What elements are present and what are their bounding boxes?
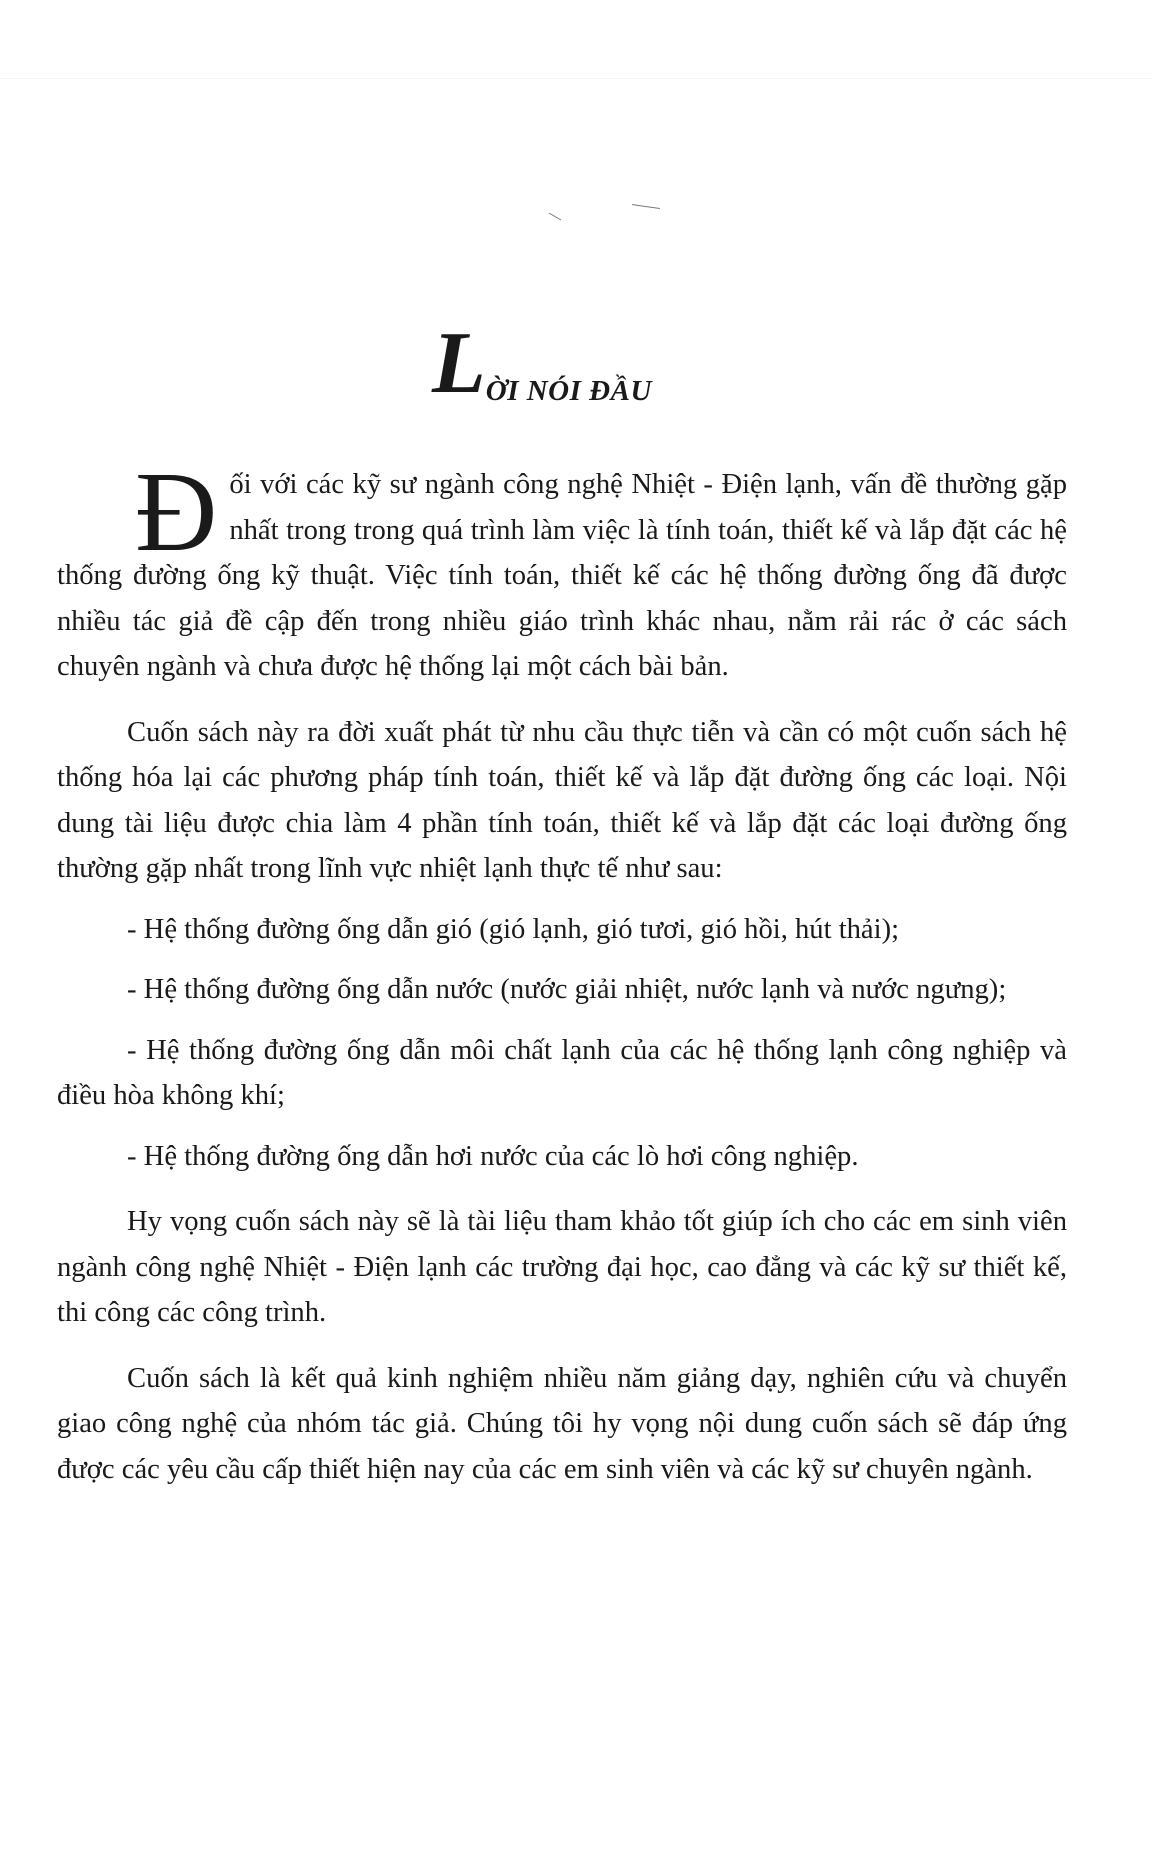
list-item: - Hệ thống đường ống dẫn nước (nước giải nhiệt, nước lạnh và nước ngưng);: [127, 974, 1007, 1005]
intro-paragraph: [57, 448, 1067, 690]
paragraph-2: Cuốn sách này ra đời xuất phát từ nhu cầu thực tiễn và cần có một cuốn sách hệ thống hóa lại các phương pháp tính toán, thiết kế và lắp đặt đường ống các loại. Nội dung tài liệu được chia làm 4 phần tính toán, thiết kế và lắp đặt các loại đường ống thường gặp nhất trong lĩnh vực nhiệt lạnh thực tế như sau:: [57, 716, 1067, 884]
scan-speck: [632, 204, 660, 209]
list-item: - Hệ thống đường ống dẫn gió (gió lạnh, gió tươi, gió hồi, hút thải);: [127, 913, 900, 945]
scan-edge-line: [0, 78, 1152, 79]
paragraph-4: Cuốn sách là kết quả kinh nghiệm nhiều năm giảng dạy, nghiên cứu và chuyển giao công nghệ của nhóm tác giả. Chúng tôi hy vọng nội dung cuốn sách sẽ đáp ứng được các yêu cầu cấp thiết hiện nay của các em sinh viên và các kỹ sư chuyên ngành.: [57, 1362, 1067, 1485]
title-initial: L: [432, 315, 484, 412]
body-text: [57, 448, 1067, 1492]
intro-text: ối với các kỹ sư ngành công nghệ Nhiệt - Điện lạnh, vấn đề thường gặp nhất trong trong quá trình làm việc là tính toán, thiết kế và lắp đặt các hệ thống đường ống kỹ thuật. Việc tính toán, thiết kế các hệ thống đường ống đã được nhiều tác giả đề cập đến trong nhiều giáo trình khác nhau, nằm rải rác ở các sách chuyên ngành và chưa được hệ thống lại một cách bài bản.: [57, 469, 1067, 682]
list-item: - Hệ thống đường ống dẫn môi chất lạnh của các hệ thống lạnh công nghiệp và điều hòa không khí;: [57, 1034, 1067, 1111]
scan-speck: [549, 213, 562, 221]
dropcap-letter: Đ: [135, 448, 218, 575]
title-text: ỜI NÓI ĐẦU: [485, 375, 652, 407]
page-title: [432, 315, 652, 412]
list-item: - Hệ thống đường ống dẫn hơi nước của các lò hơi công nghiệp.: [127, 1140, 859, 1172]
paragraph-3: Hy vọng cuốn sách này sẽ là tài liệu tham khảo tốt giúp ích cho các em sinh viên ngành công nghệ Nhiệt - Điện lạnh các trường đại học, cao đẳng và các kỹ sư thiết kế, thi công các công trình.: [57, 1206, 1067, 1328]
